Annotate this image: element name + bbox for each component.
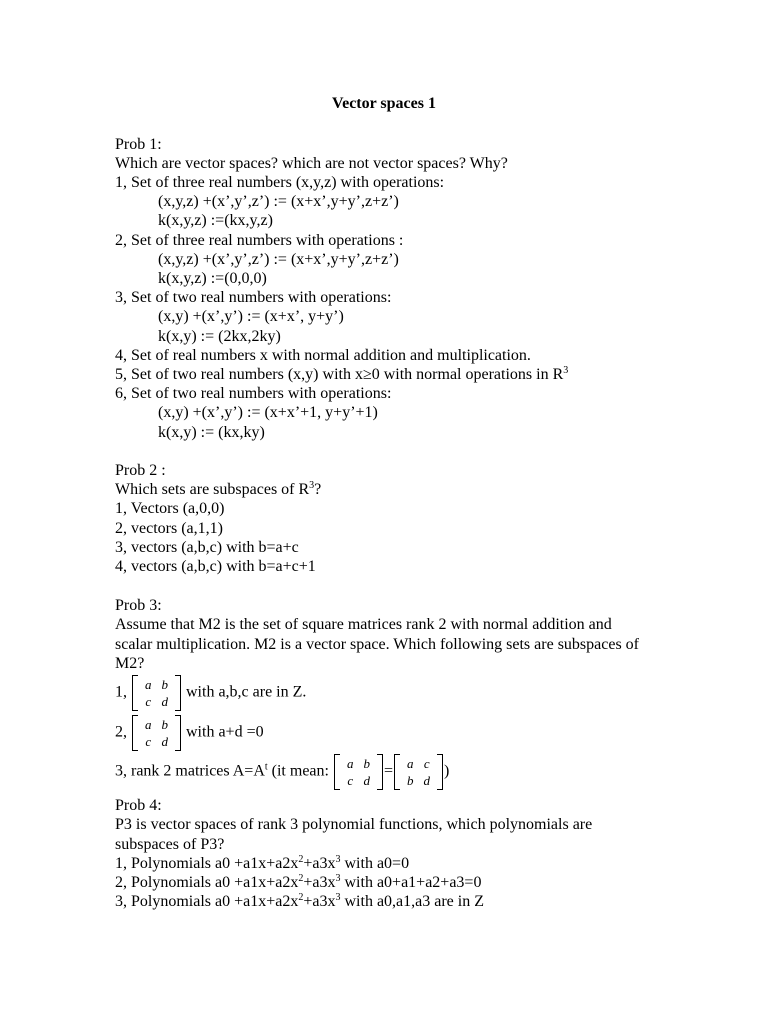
prob1-item4: 4, Set of real numbers x with normal addition and multiplication.: [115, 347, 531, 364]
matrix-transposed: a c b d: [394, 754, 443, 790]
prob1-item1-addition: (x,y,z) +(x’,y’,z’) := (x+x’,y+y’,z+z’): [158, 193, 399, 210]
prob3-heading: Prob 3:: [115, 597, 162, 614]
matrix-abcd: a b c d: [132, 675, 181, 711]
prob1-item6-multiplication: k(x,y) := (kx,ky): [158, 424, 265, 441]
prob4-item3: 3, Polynomials $a0 +a1x+a2x^2+a3x^3$ with a0,a1,a3 are in Z: [115, 892, 484, 910]
prob1-item5: [115, 365, 568, 384]
prob3-line1: Assume that M2 is the set of square matrices rank 2 with normal addition and: [115, 616, 612, 633]
prob1-item6-addition: (x,y) +(x’,y’) := (x+x’+1, y+y’+1): [158, 404, 378, 421]
prob1-item3: 3, Set of two real numbers with operations:: [115, 289, 392, 306]
prob3-item3-mid: (it mean:: [267, 762, 329, 780]
prob3-item1-prefix: 1,: [115, 683, 127, 701]
equals-sign: =: [383, 762, 393, 780]
prob1-item5-exponent: 3: [563, 365, 569, 376]
prob1-heading: Prob 1:: [115, 136, 162, 153]
prob1-item3-addition: (x,y) +(x’,y’) := (x+x’, y+y’): [158, 308, 344, 325]
prob3-item1-suffix: with a,b,c are in Z.: [186, 683, 307, 701]
prob1-item2-addition: (x,y,z) +(x’,y’,z’) := (x+x’,y+y’,z+z’): [158, 251, 399, 268]
prob1-question: Which are vector spaces? which are not vector spaces? Why?: [115, 155, 508, 172]
closing-paren: ): [444, 762, 450, 780]
prob3-line2: scalar multiplication. M2 is a vector space. Which following sets are subspaces of: [115, 636, 639, 653]
prob2-question-mark: ?: [314, 481, 322, 498]
prob4-item1: 1, Polynomials $a0 +a1x+a2x^2+a3x^3$ with a0=0: [115, 854, 410, 872]
prob3-item1: [115, 675, 306, 711]
prob4-item2: 2, Polynomials $a0 +a1x+a2x^2+a3x^3$ with a0+a1+a2+a3=0: [115, 873, 482, 891]
prob3-item2: [115, 715, 264, 751]
prob1-item5-text: 5, Set of two real numbers (x,y) with x≥0 with normal operations in R: [115, 366, 564, 383]
prob2-item3: 3, vectors (a,b,c) with b=a+c: [115, 539, 299, 556]
prob1-item3-multiplication: k(x,y) := (2kx,2ky): [158, 328, 281, 345]
prob2-item4: 4, vectors (a,b,c) with b=a+c+1: [115, 558, 316, 575]
matrix-abcd: a b c d: [334, 754, 383, 790]
transpose-exponent: t: [264, 761, 268, 773]
prob4-heading: Prob 4:: [115, 797, 162, 814]
prob2-item2: 2, vectors (a,1,1): [115, 520, 223, 537]
prob4-line1: P3 is vector spaces of rank 3 polynomial functions, which polynomials are: [115, 816, 593, 833]
prob1-item2-multiplication: k(x,y,z) :=(0,0,0): [158, 270, 267, 287]
prob1-item1-multiplication: k(x,y,z) :=(kx,y,z): [158, 212, 273, 229]
prob1-item1: 1, Set of three real numbers (x,y,z) with operations:: [115, 174, 445, 191]
prob3-item3-prefix: 3, rank 2 matrices A=A: [115, 762, 265, 780]
prob1-item2: 2, Set of three real numbers with operations :: [115, 232, 404, 249]
prob4-line2: subspaces of P3?: [115, 836, 225, 853]
prob1-item6: 6, Set of two real numbers with operations:: [115, 385, 392, 402]
prob3-item2-suffix: with a+d =0: [186, 723, 264, 741]
prob2-heading: Prob 2 :: [115, 462, 166, 479]
prob3-line3: M2?: [115, 655, 145, 672]
prob2-question-exponent: 3: [309, 480, 315, 491]
prob3-item2-prefix: 2,: [115, 723, 127, 741]
prob3-item3: [115, 754, 449, 790]
matrix-abcd: a b c d: [132, 715, 181, 751]
prob2-question-text: Which sets are subspaces of R: [115, 481, 310, 498]
prob2-item1: 1, Vectors (a,0,0): [115, 500, 225, 517]
prob2-question: [115, 480, 321, 499]
page-title: Vector spaces 1: [332, 95, 436, 112]
